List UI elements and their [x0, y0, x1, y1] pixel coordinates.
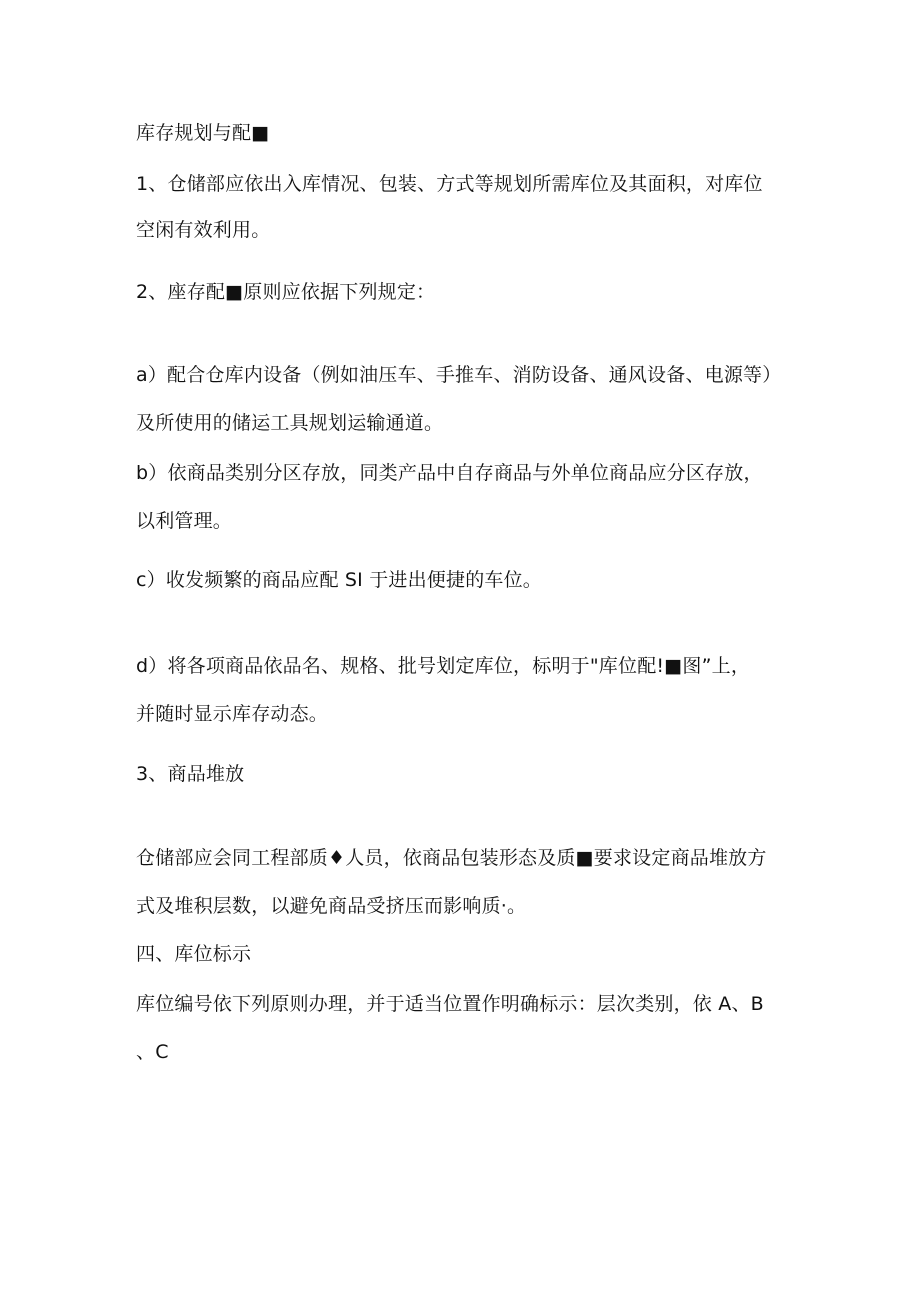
paragraph-line: 、C — [136, 1041, 169, 1063]
paragraph-line: 并随时显示库存动态。 — [136, 703, 329, 725]
paragraph-line: a）配合仓库内设备（例如油压车、手推车、消防设备、通风设备、电源等） — [136, 364, 782, 386]
section-title-inventory-planning: 库存规划与配■ — [136, 122, 270, 144]
section-heading-goods-stacking: 3、商品堆放 — [136, 763, 245, 785]
paragraph-line: d）将各项商品依品名、规格、批号划定库位，标明于"库位配!■图”上， — [136, 655, 751, 677]
paragraph-line: 2、座存配■原则应依据下列规定： — [136, 281, 436, 303]
paragraph-line: 仓储部应会同工程部质♦人员，依商品包装形态及质■要求设定商品堆放方 — [136, 847, 767, 869]
section-heading-location-marking: 四、库位标示 — [136, 943, 252, 965]
paragraph-line: b）依商品类别分区存放，同类产品中自存商品与外单位商品应分区存放， — [136, 462, 763, 484]
paragraph-line: 空闲有效利用。 — [136, 219, 271, 241]
paragraph-line: 及所使用的储运工具规划运输通道。 — [136, 412, 444, 434]
paragraph-line: c）收发频繁的商品应配 SI 于进出便捷的车位。 — [136, 569, 542, 591]
paragraph-line: 式及堆积层数，以避免商品受挤压而影响质·。 — [136, 895, 527, 917]
paragraph-line: 1、仓储部应依出入库情况、包装、方式等规划所需库位及其面积，对库位 — [136, 173, 763, 195]
paragraph-line: 以利管理。 — [136, 510, 233, 532]
paragraph-line: 库位编号依下列原则办理，并于适当位置作明确标示：层次类别，依 A、B — [136, 993, 764, 1015]
